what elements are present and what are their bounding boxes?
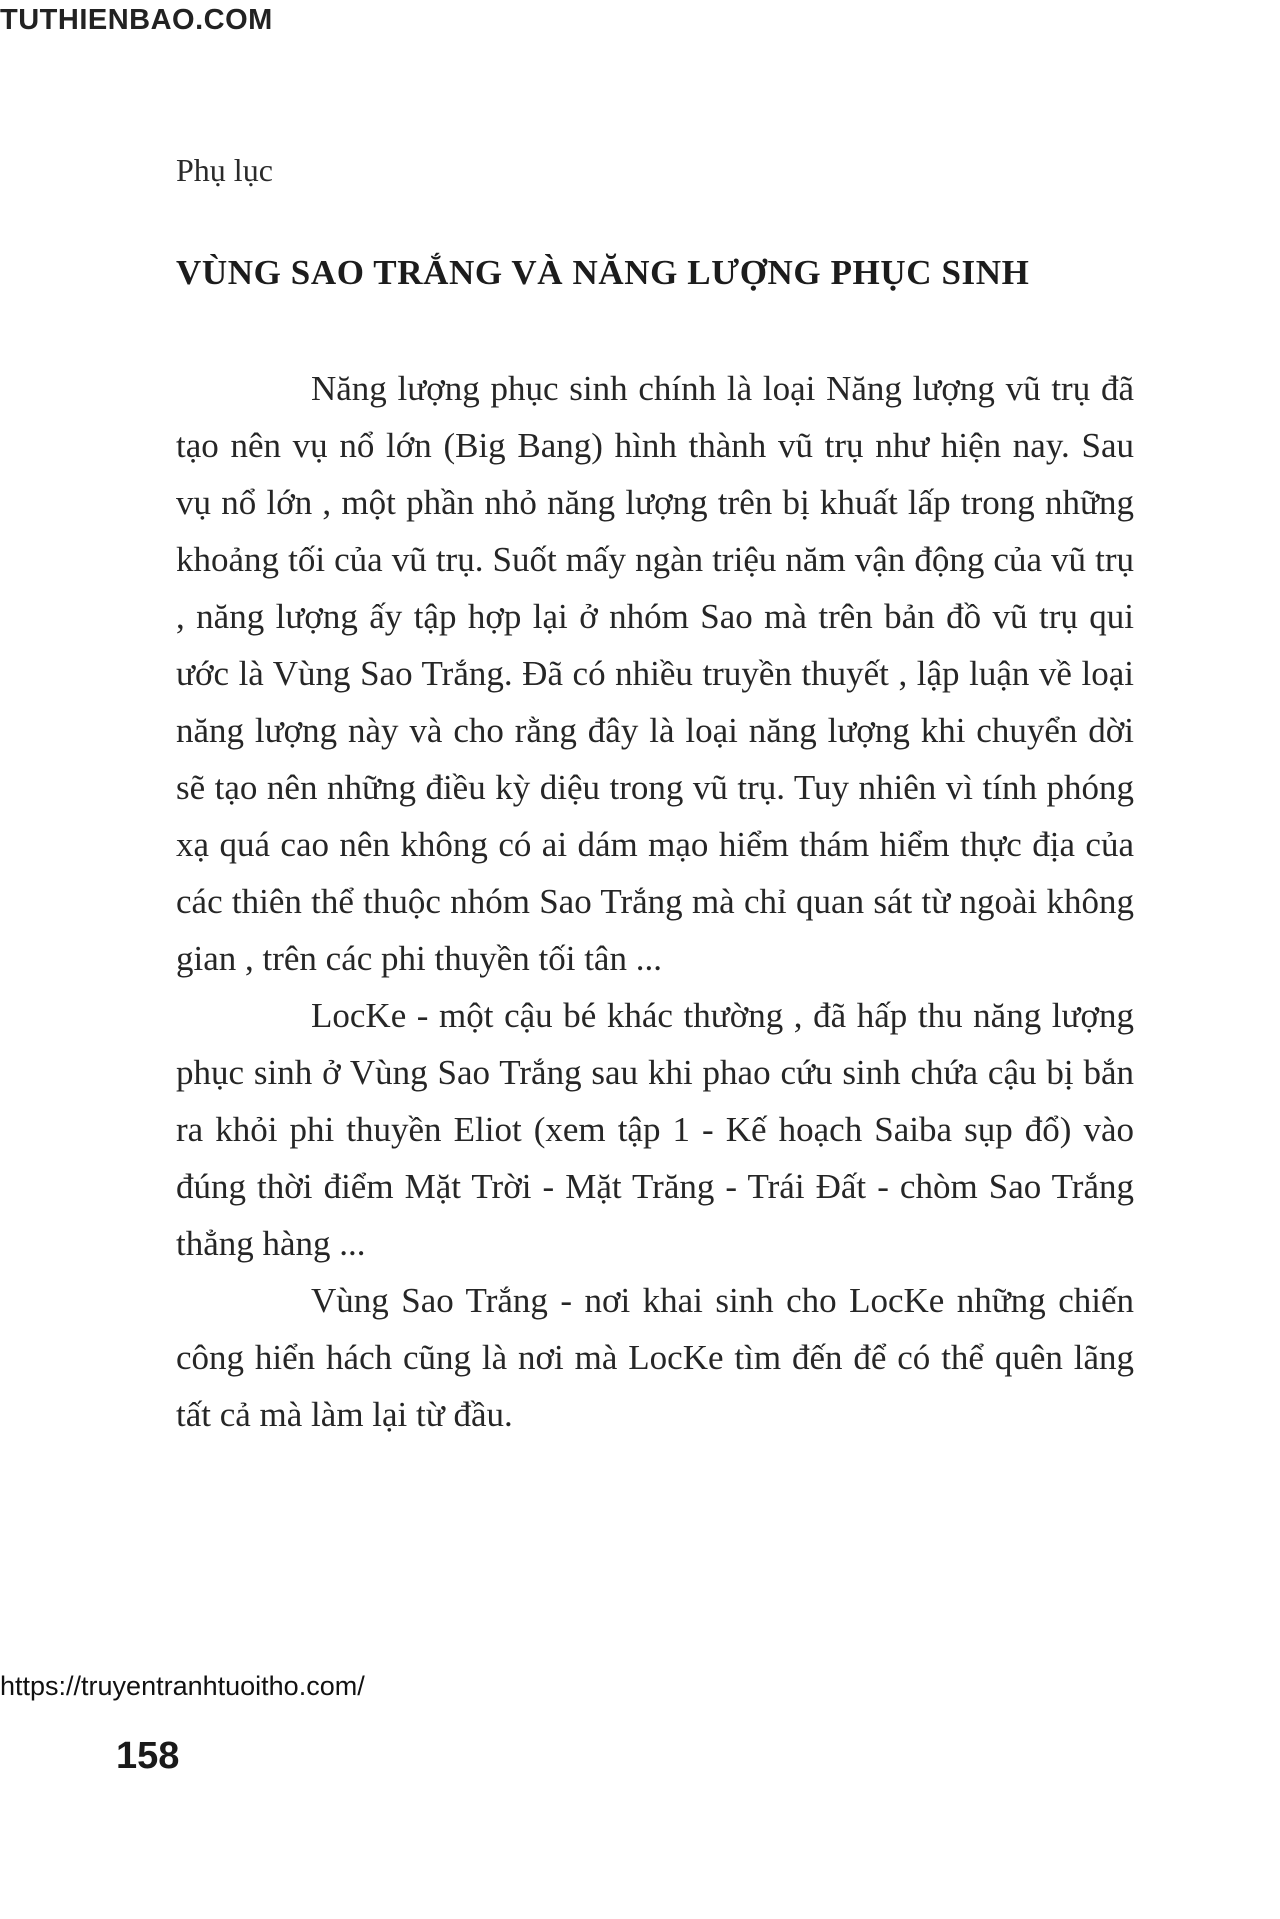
- paragraph: Vùng Sao Trắng - nơi khai sinh cho LocKe những chiến công hiển hách cũng là nơi mà LocKe tìm đến để có thể quên lãng tất cả mà làm lại từ đầu.: [176, 1281, 1134, 1434]
- source-url: https://truyentranhtuoitho.com/: [0, 1671, 365, 1701]
- body-text: [176, 360, 1134, 1443]
- site-watermark: TUTHIENBAO.COM: [0, 4, 273, 36]
- section-label: Phụ lục: [176, 152, 273, 188]
- paragraph: Năng lượng phục sinh chính là loại Năng lượng vũ trụ đã tạo nên vụ nổ lớn (Big Bang) hình thành vũ trụ như hiện nay. Sau vụ nổ lớn , một phần nhỏ năng lượng trên bị khuất lấp trong những khoảng tối của vũ trụ. Suốt mấy ngàn triệu năm vận động của vũ trụ , năng lượng ấy tập hợp lại ở nhóm Sao mà trên bản đồ vũ trụ qui ước là Vùng Sao Trắng. Đã có nhiều truyền thuyết , lập luận về loại năng lượng này và cho rằng đây là loại năng lượng khi chuyển dời sẽ tạo nên những điều kỳ diệu trong vũ trụ. Tuy nhiên vì tính phóng xạ quá cao nên không có ai dám mạo hiểm thám hiểm thực địa của các thiên thể thuộc nhóm Sao Trắng mà chỉ quan sát từ ngoài không gian , trên các phi thuyền tối tân ...: [176, 369, 1134, 978]
- chapter-title: VÙNG SAO TRẮNG VÀ NĂNG LƯỢNG PHỤC SINH: [176, 253, 1030, 292]
- page-number: 158: [116, 1735, 180, 1777]
- paragraph: LocKe - một cậu bé khác thường , đã hấp thu năng lượng phục sinh ở Vùng Sao Trắng sau khi phao cứu sinh chứa cậu bị bắn ra khỏi phi thuyền Eliot (xem tập 1 - Kế hoạch Saiba sụp đổ) vào đúng thời điểm Mặt Trời - Mặt Trăng - Trái Đất - chòm Sao Trắng thẳng hàng ...: [176, 996, 1134, 1263]
